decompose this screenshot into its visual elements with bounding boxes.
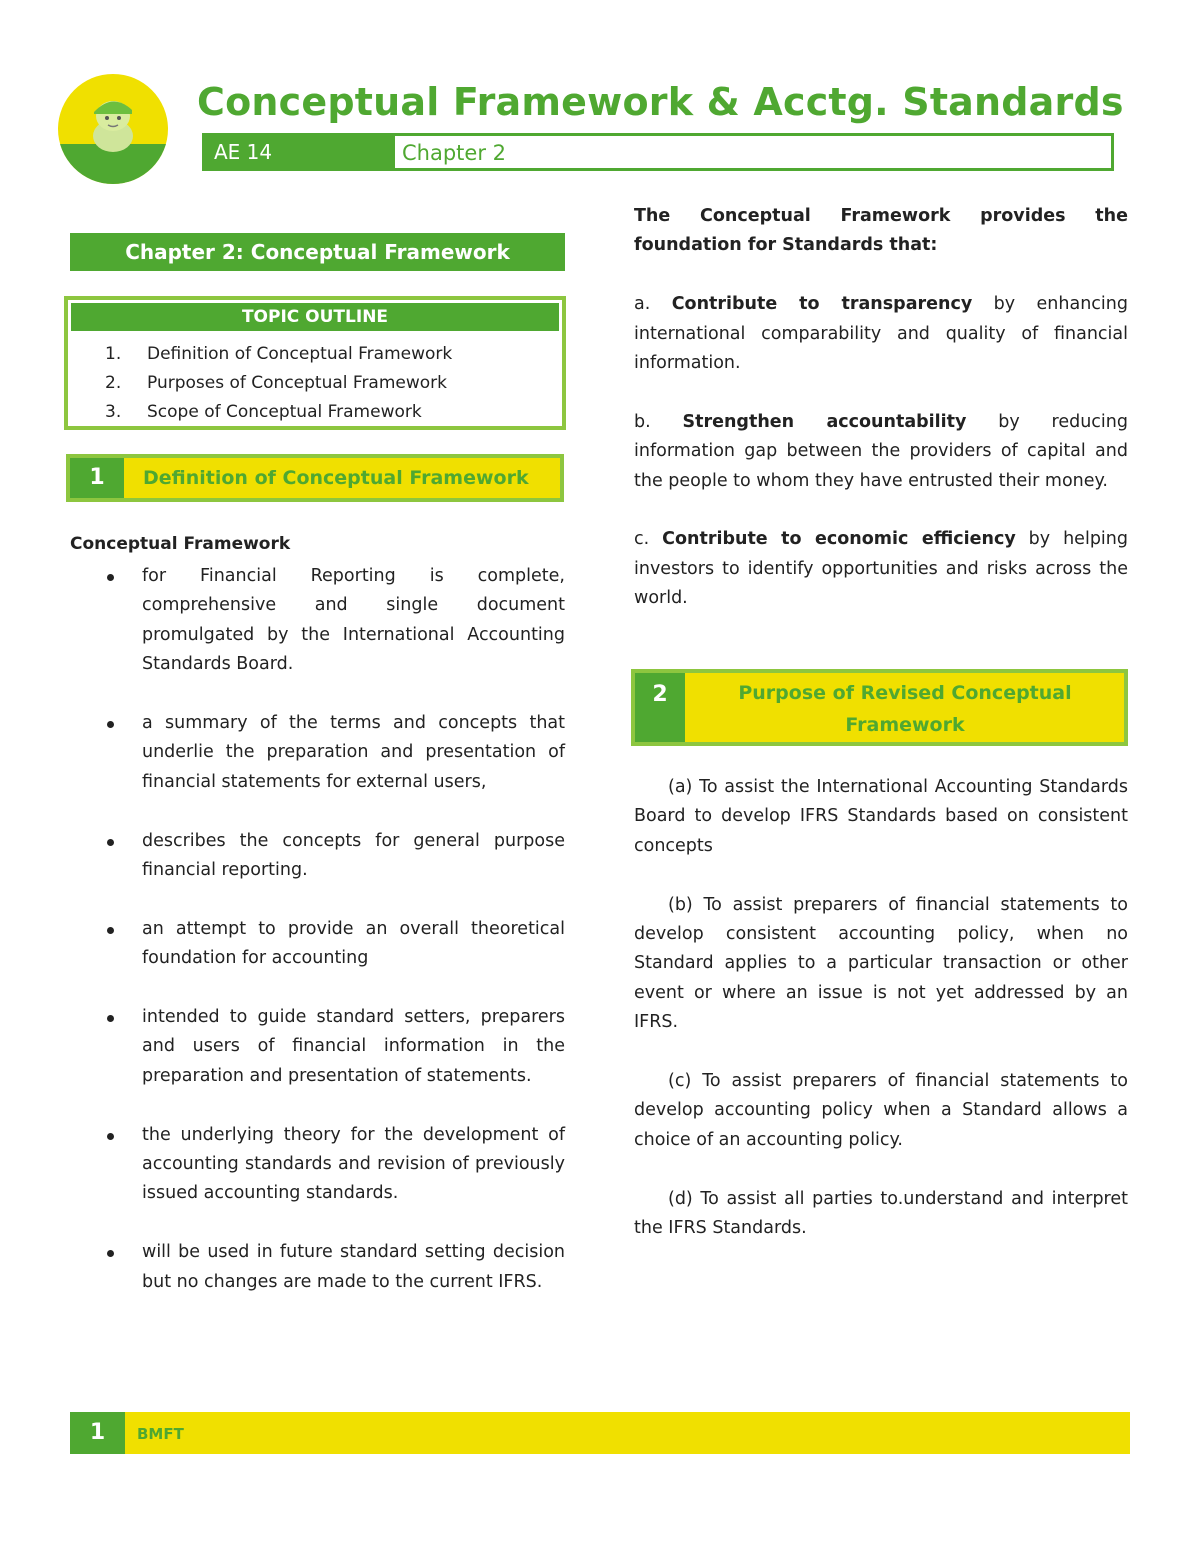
chapter-banner: Chapter 2: Conceptual Framework: [70, 233, 565, 271]
framework-intro: The Conceptual Framework provides the foundation for Standards that:: [634, 206, 1128, 256]
bullet-icon: [107, 721, 114, 728]
list-item: will be used in future standard setting decision but no changes are made to the current IFRS.: [104, 1238, 565, 1297]
foundation-point: b. Strengthen accountability by reducing information gap between the providers of capital and the people to whom they have entrusted their money.: [634, 411, 1128, 491]
purposes-list: [634, 773, 1128, 1273]
mascot-icon: [58, 74, 168, 184]
purpose-item: (a) To assist the International Accounting Standards Board to develop IFRS Standards based on consistent concepts: [634, 777, 1128, 856]
foundation-point: a. Contribute to transparency by enhancing international comparability and quality of financial information.: [634, 294, 1128, 374]
document-title: Conceptual Framework & Acctg. Standards: [197, 80, 1124, 124]
bullet-icon: [107, 1015, 114, 1022]
list-item: for Financial Reporting is complete, comprehensive and single document promulgated by the International Accounting Standards Board.: [104, 562, 565, 680]
footer-label: BMFT: [137, 1425, 184, 1443]
list-item: describes the concepts for general purpose financial reporting.: [104, 827, 565, 886]
bullet-icon: [107, 927, 114, 934]
chapter-label: Chapter 2: [402, 141, 506, 165]
page-number: 1: [70, 1412, 125, 1454]
bullet-icon: [107, 839, 114, 846]
topic-outline-list: [105, 340, 545, 427]
outline-item: 3. Scope of Conceptual Framework: [105, 402, 422, 422]
list-item: a summary of the terms and concepts that underlie the preparation and presentation of financial statements for external users,: [104, 709, 565, 797]
purpose-item: (d) To assist all parties to.understand and interpret the IFRS Standards.: [634, 1188, 1128, 1239]
definition-bullets: [104, 562, 565, 1326]
list-item: intended to guide standard setters, preparers and users of financial information in the preparation and presentation of statements.: [104, 1003, 565, 1091]
footer-bar: [70, 1412, 1130, 1454]
topic-outline-heading: TOPIC OUTLINE: [71, 303, 559, 331]
section-2-title: Purpose of Revised Conceptual Framework: [738, 682, 1072, 736]
foundation-point: c. Contribute to economic efficiency by helping investors to identify opportunities and risks across the world.: [634, 529, 1128, 609]
outline-item: 1. Definition of Conceptual Framework: [105, 344, 453, 364]
right-column-top: [634, 202, 1128, 643]
list-item: the underlying theory for the development of accounting standards and revision of previously issued accounting standards.: [104, 1121, 565, 1209]
list-item: an attempt to provide an overall theoretical foundation for accounting: [104, 915, 565, 974]
purpose-item: (b) To assist preparers of financial statements to develop consistent accounting policy, when no Standard applies to a particular transaction or other event or where an issue is not yet addressed by an IFRS.: [634, 894, 1128, 1033]
term-heading: Conceptual Framework: [70, 534, 291, 554]
outline-item: 2. Purposes of Conceptual Framework: [105, 373, 448, 393]
bullet-icon: [107, 1133, 114, 1140]
section-2-number: 2: [635, 673, 685, 742]
logo-emblem: [58, 74, 168, 184]
bullet-icon: [107, 574, 114, 581]
bullet-icon: [107, 1250, 114, 1257]
section-1-number: 1: [70, 458, 124, 498]
purpose-item: (c) To assist preparers of financial statements to develop accounting policy when a Standard allows a choice of an accounting policy.: [634, 1071, 1128, 1150]
section-1-title: Definition of Conceptual Framework: [143, 467, 529, 489]
course-code: AE 14: [202, 133, 395, 171]
